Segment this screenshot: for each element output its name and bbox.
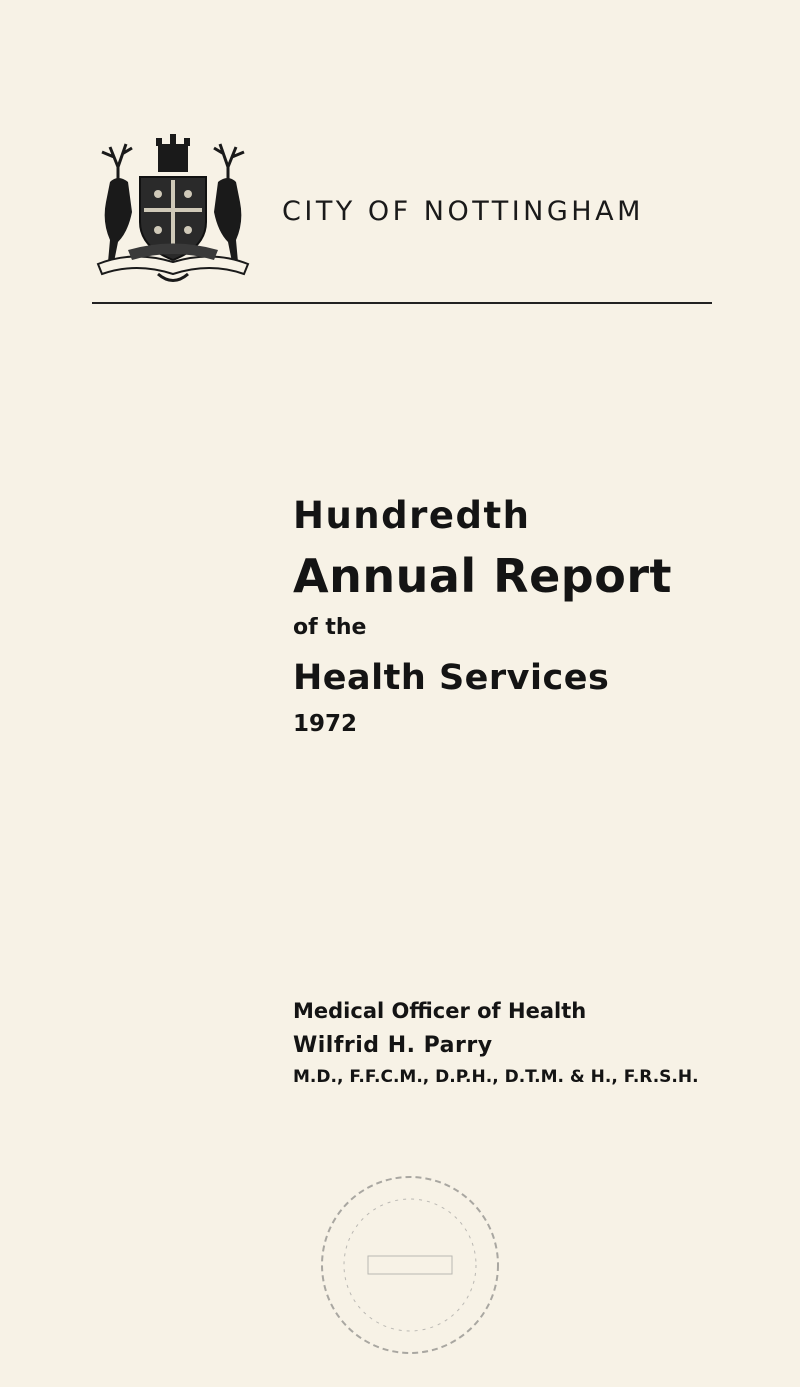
title-hundredth: Hundredth <box>293 494 531 537</box>
coat-of-arms-icon <box>88 122 258 292</box>
title-year: 1972 <box>293 711 358 737</box>
library-stamp-icon <box>310 1160 510 1370</box>
officer-block <box>293 998 713 1088</box>
officer-qualifications: M.D., F.F.C.M., D.P.H., D.T.M. & H., F.R.S.H. <box>293 1067 699 1087</box>
city-title: CITY OF NOTTINGHAM <box>282 196 644 227</box>
title-health-services: Health Services <box>293 658 610 698</box>
officer-name: Wilfrid H. Parry <box>293 1033 493 1058</box>
title-annual-report: Annual Report <box>293 549 672 603</box>
header-divider <box>92 302 712 304</box>
report-title-block <box>293 494 672 738</box>
title-of-the: of the <box>293 615 367 640</box>
officer-role: Medical Officer of Health <box>293 999 587 1023</box>
